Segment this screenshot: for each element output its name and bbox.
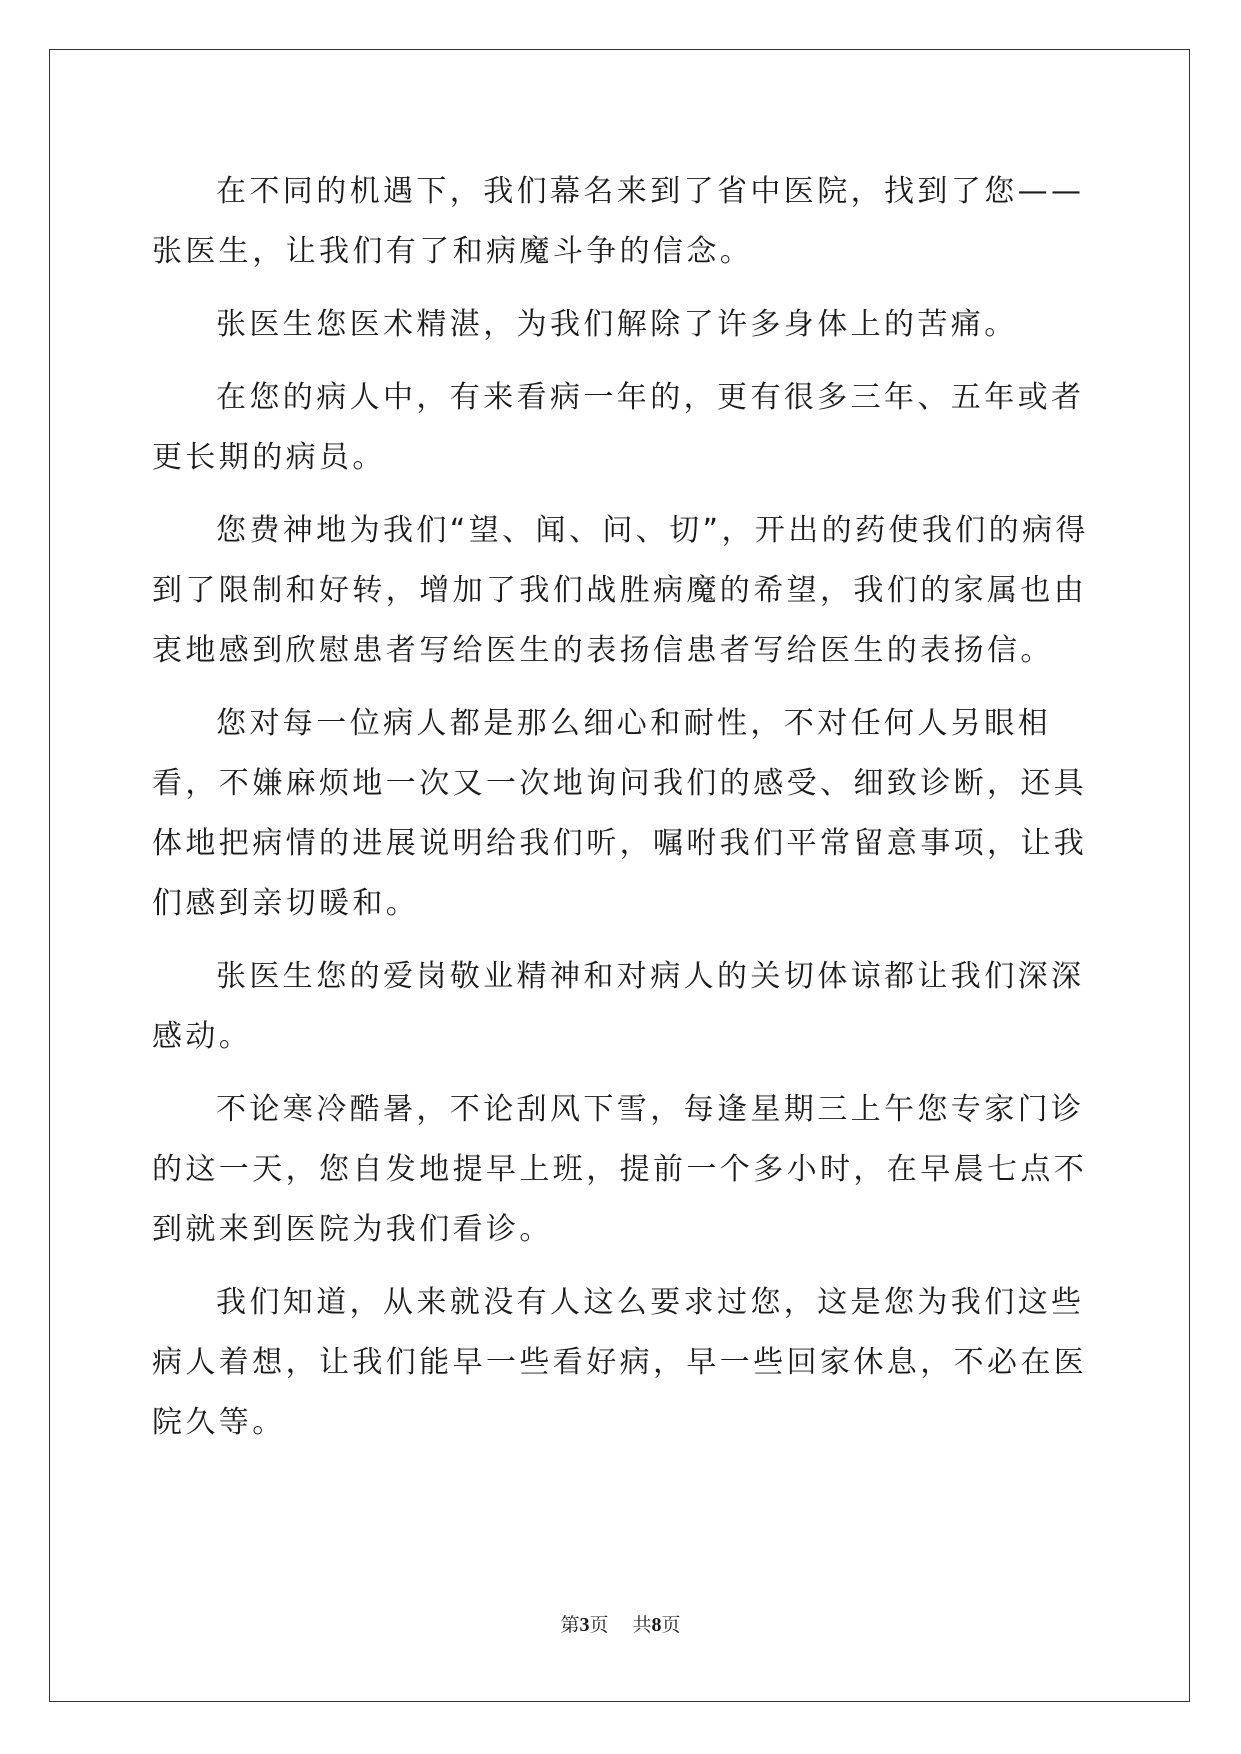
paragraph-6: 张医生您的爱岗敬业精神和对病人的关切体谅都让我们深深感动。 (152, 959, 1085, 1054)
total-pages-suffix: 页 (661, 1614, 681, 1636)
page-number-current: 3 (579, 1614, 590, 1636)
paragraph-3: 在您的病人中，有来看病一年的，更有很多三年、五年或者更长期的病员。 (152, 380, 1085, 475)
page-footer (0, 1610, 1241, 1637)
paragraph-2: 张医生您医术精湛，为我们解除了许多身体上的苦痛。 (216, 307, 1018, 342)
paragraph-7: 不论寒冷酷暑，不论刮风下雪，每逢星期三上午您专家门诊的这一天，您自发地提早上班，提前一个多小时，在早晨七点不到就来到医院为我们看诊。 (152, 1092, 1088, 1247)
paragraph-1: 在不同的机遇下，我们幕名来到了省中医院，找到了您——张医生，让我们有了和病魔斗争的信念。 (152, 174, 1085, 269)
page-number-suffix: 页 (589, 1614, 609, 1636)
total-pages-count: 8 (651, 1614, 662, 1636)
page-number-prefix: 第 (560, 1614, 580, 1636)
paragraph-4: 您费神地为我们“望、闻、问、切”，开出的药使我们的病得到了限制和好转，增加了我们战胜病魔的希望，我们的家属也由衷地感到欣慰患者写给医生的表扬信患者写给医生的表扬信。 (152, 513, 1089, 668)
paragraph-8: 我们知道，从来就没有人这么要求过您，这是您为我们这些病人着想，让我们能早一些看好病，早一些回家休息，不必在医院久等。 (152, 1285, 1088, 1440)
total-pages-prefix: 共 (632, 1614, 652, 1636)
document-body (152, 162, 1092, 1466)
paragraph-5: 您对每一位病人都是那么细心和耐性，不对任何人另眼相看，不嫌麻烦地一次又一次地询问我们的感受、细致诊断，还具体地把病情的进展说明给我们听，嘱咐我们平常留意事项，让我们感到亲切暖和。 (152, 706, 1088, 921)
